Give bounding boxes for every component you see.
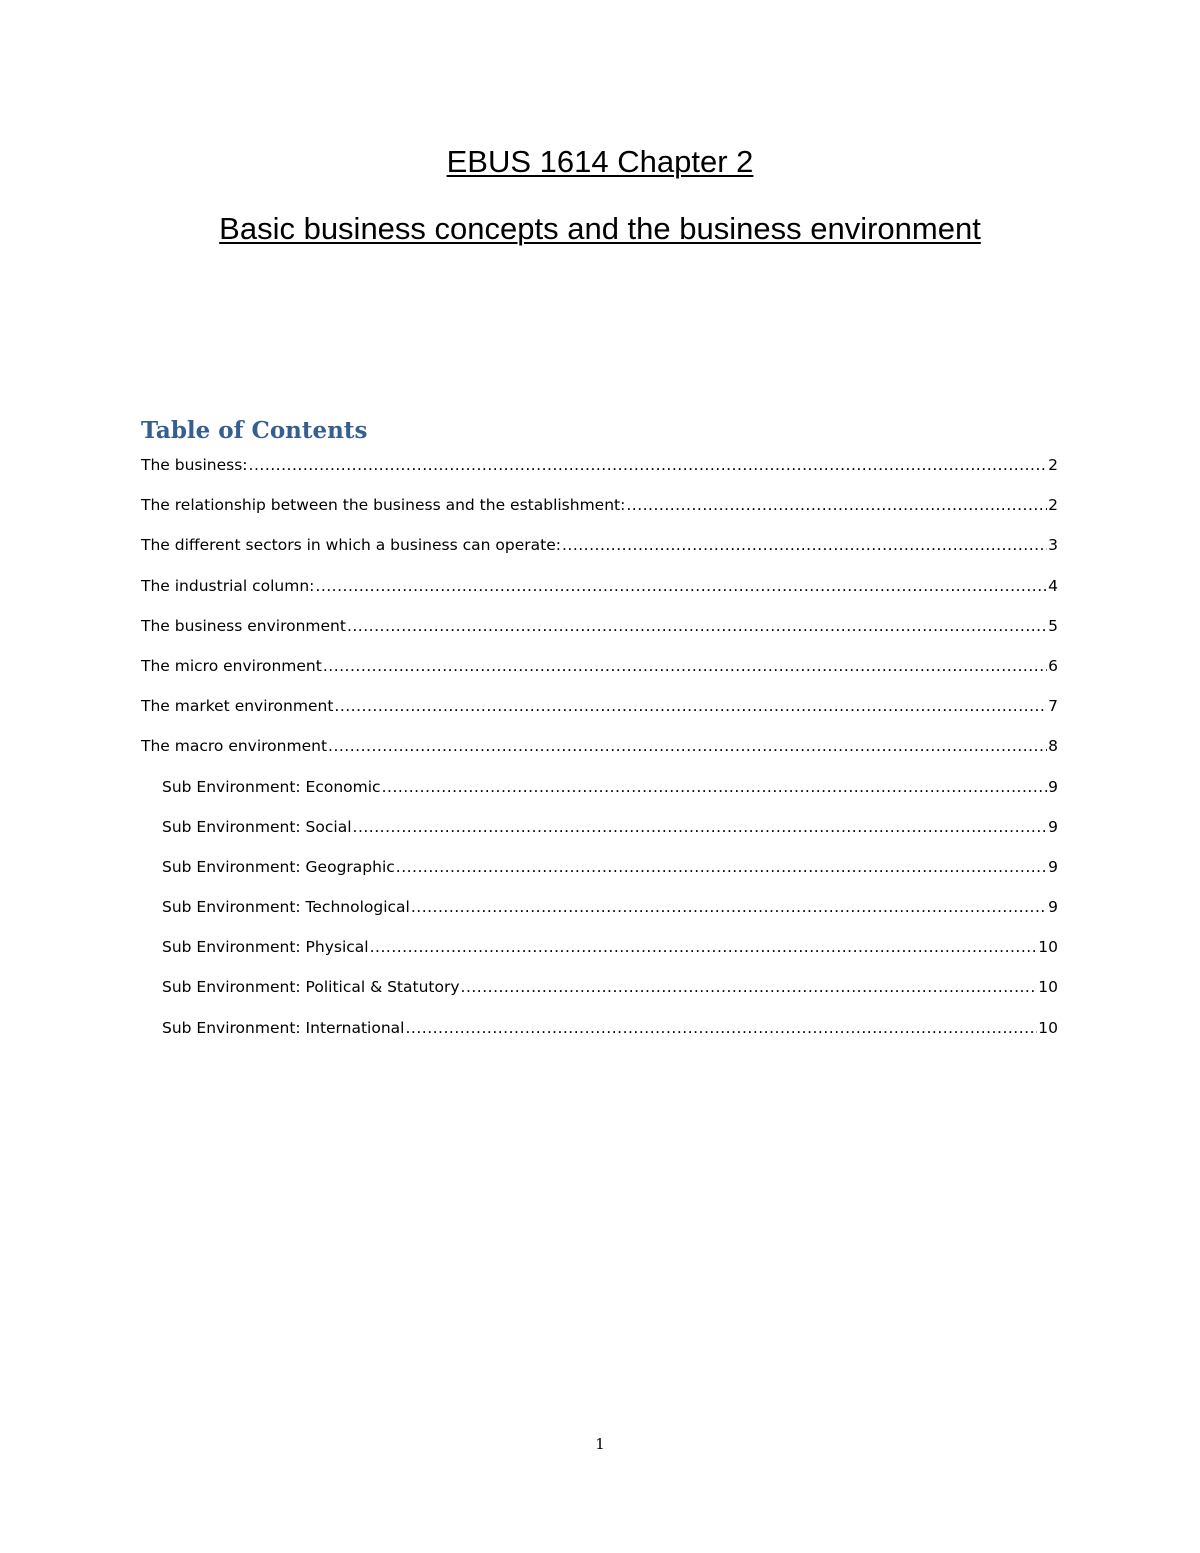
toc-entry-page-number: 5 <box>1048 616 1058 635</box>
page-number: 1 <box>595 1435 605 1453</box>
toc-dot-leader <box>315 572 1047 600</box>
toc-entry-label: Sub Environment: International <box>162 1018 405 1037</box>
toc-entry-page-number: 7 <box>1048 697 1058 716</box>
toc-dot-leader <box>370 933 1038 961</box>
toc-entry[interactable] <box>141 451 1058 491</box>
toc-entry-label: The relationship between the business and the establishment: <box>141 496 626 515</box>
toc-entry-page-number: 9 <box>1048 777 1058 796</box>
toc-dot-leader <box>328 732 1047 760</box>
toc-dot-leader <box>626 491 1047 519</box>
toc-entry-label: Sub Environment: Technological <box>162 898 410 917</box>
toc-entry-page-number: 10 <box>1038 1018 1058 1037</box>
toc-entry-label: Sub Environment: Geographic <box>162 857 395 876</box>
toc-entry[interactable] <box>141 572 1058 612</box>
toc-entry[interactable] <box>141 692 1058 732</box>
toc-entry-page-number: 9 <box>1048 817 1058 836</box>
toc-entry[interactable] <box>141 732 1058 772</box>
toc-dot-leader <box>323 652 1047 680</box>
toc-entry-page-number: 2 <box>1048 456 1058 474</box>
toc-entry[interactable] <box>141 652 1058 692</box>
toc-entry-page-number: 2 <box>1048 496 1058 515</box>
toc-entry-page-number: 3 <box>1048 536 1058 555</box>
table-of-contents <box>141 451 1058 1054</box>
toc-entry[interactable] <box>141 853 1058 893</box>
toc-entry-label: Sub Environment: Social <box>162 817 352 836</box>
toc-entry-label: The micro environment <box>141 656 322 675</box>
toc-dot-leader <box>396 853 1047 881</box>
document-title: EBUS 1614 Chapter 2 <box>446 144 754 179</box>
toc-entry[interactable] <box>141 813 1058 853</box>
toc-entry-label: The market environment <box>141 697 334 716</box>
toc-entry-label: Sub Environment: Economic <box>162 777 381 796</box>
toc-dot-leader <box>405 1014 1037 1042</box>
toc-entry-label: The business environment <box>141 616 346 635</box>
toc-entry-label: The macro environment <box>141 737 328 756</box>
toc-entry-page-number: 6 <box>1048 656 1058 675</box>
toc-dot-leader <box>562 531 1047 559</box>
toc-dot-leader <box>461 973 1038 1001</box>
toc-entry[interactable] <box>141 933 1058 973</box>
toc-entry-label: Sub Environment: Physical <box>162 938 369 957</box>
toc-entry-page-number: 10 <box>1038 978 1058 997</box>
toc-dot-leader <box>411 893 1047 921</box>
toc-entry[interactable] <box>141 893 1058 933</box>
toc-entry-page-number: 9 <box>1048 898 1058 917</box>
toc-dot-leader <box>382 773 1048 801</box>
document-subtitle: Basic business concepts and the business environment <box>219 211 981 246</box>
toc-entry[interactable] <box>141 612 1058 652</box>
toc-entry-label: The different sectors in which a business can operate: <box>141 536 561 555</box>
toc-entry-page-number: 10 <box>1038 938 1058 957</box>
toc-dot-leader <box>334 692 1047 720</box>
toc-entry[interactable] <box>141 773 1058 813</box>
toc-dot-leader <box>347 612 1047 640</box>
toc-entry[interactable] <box>141 531 1058 571</box>
toc-entry[interactable] <box>141 973 1058 1013</box>
toc-entry-label: Sub Environment: Political & Statutory <box>162 978 460 997</box>
toc-heading: Table of Contents <box>141 417 368 444</box>
toc-entry-page-number: 9 <box>1048 857 1058 876</box>
toc-entry-label: The business: <box>141 456 248 474</box>
toc-entry-label: The industrial column: <box>141 576 315 595</box>
toc-dot-leader <box>353 813 1048 841</box>
toc-entry-page-number: 4 <box>1048 576 1058 595</box>
toc-entry[interactable] <box>141 491 1058 531</box>
toc-entry[interactable] <box>141 1014 1058 1054</box>
toc-entry-page-number: 8 <box>1048 737 1058 756</box>
toc-dot-leader <box>249 451 1048 479</box>
